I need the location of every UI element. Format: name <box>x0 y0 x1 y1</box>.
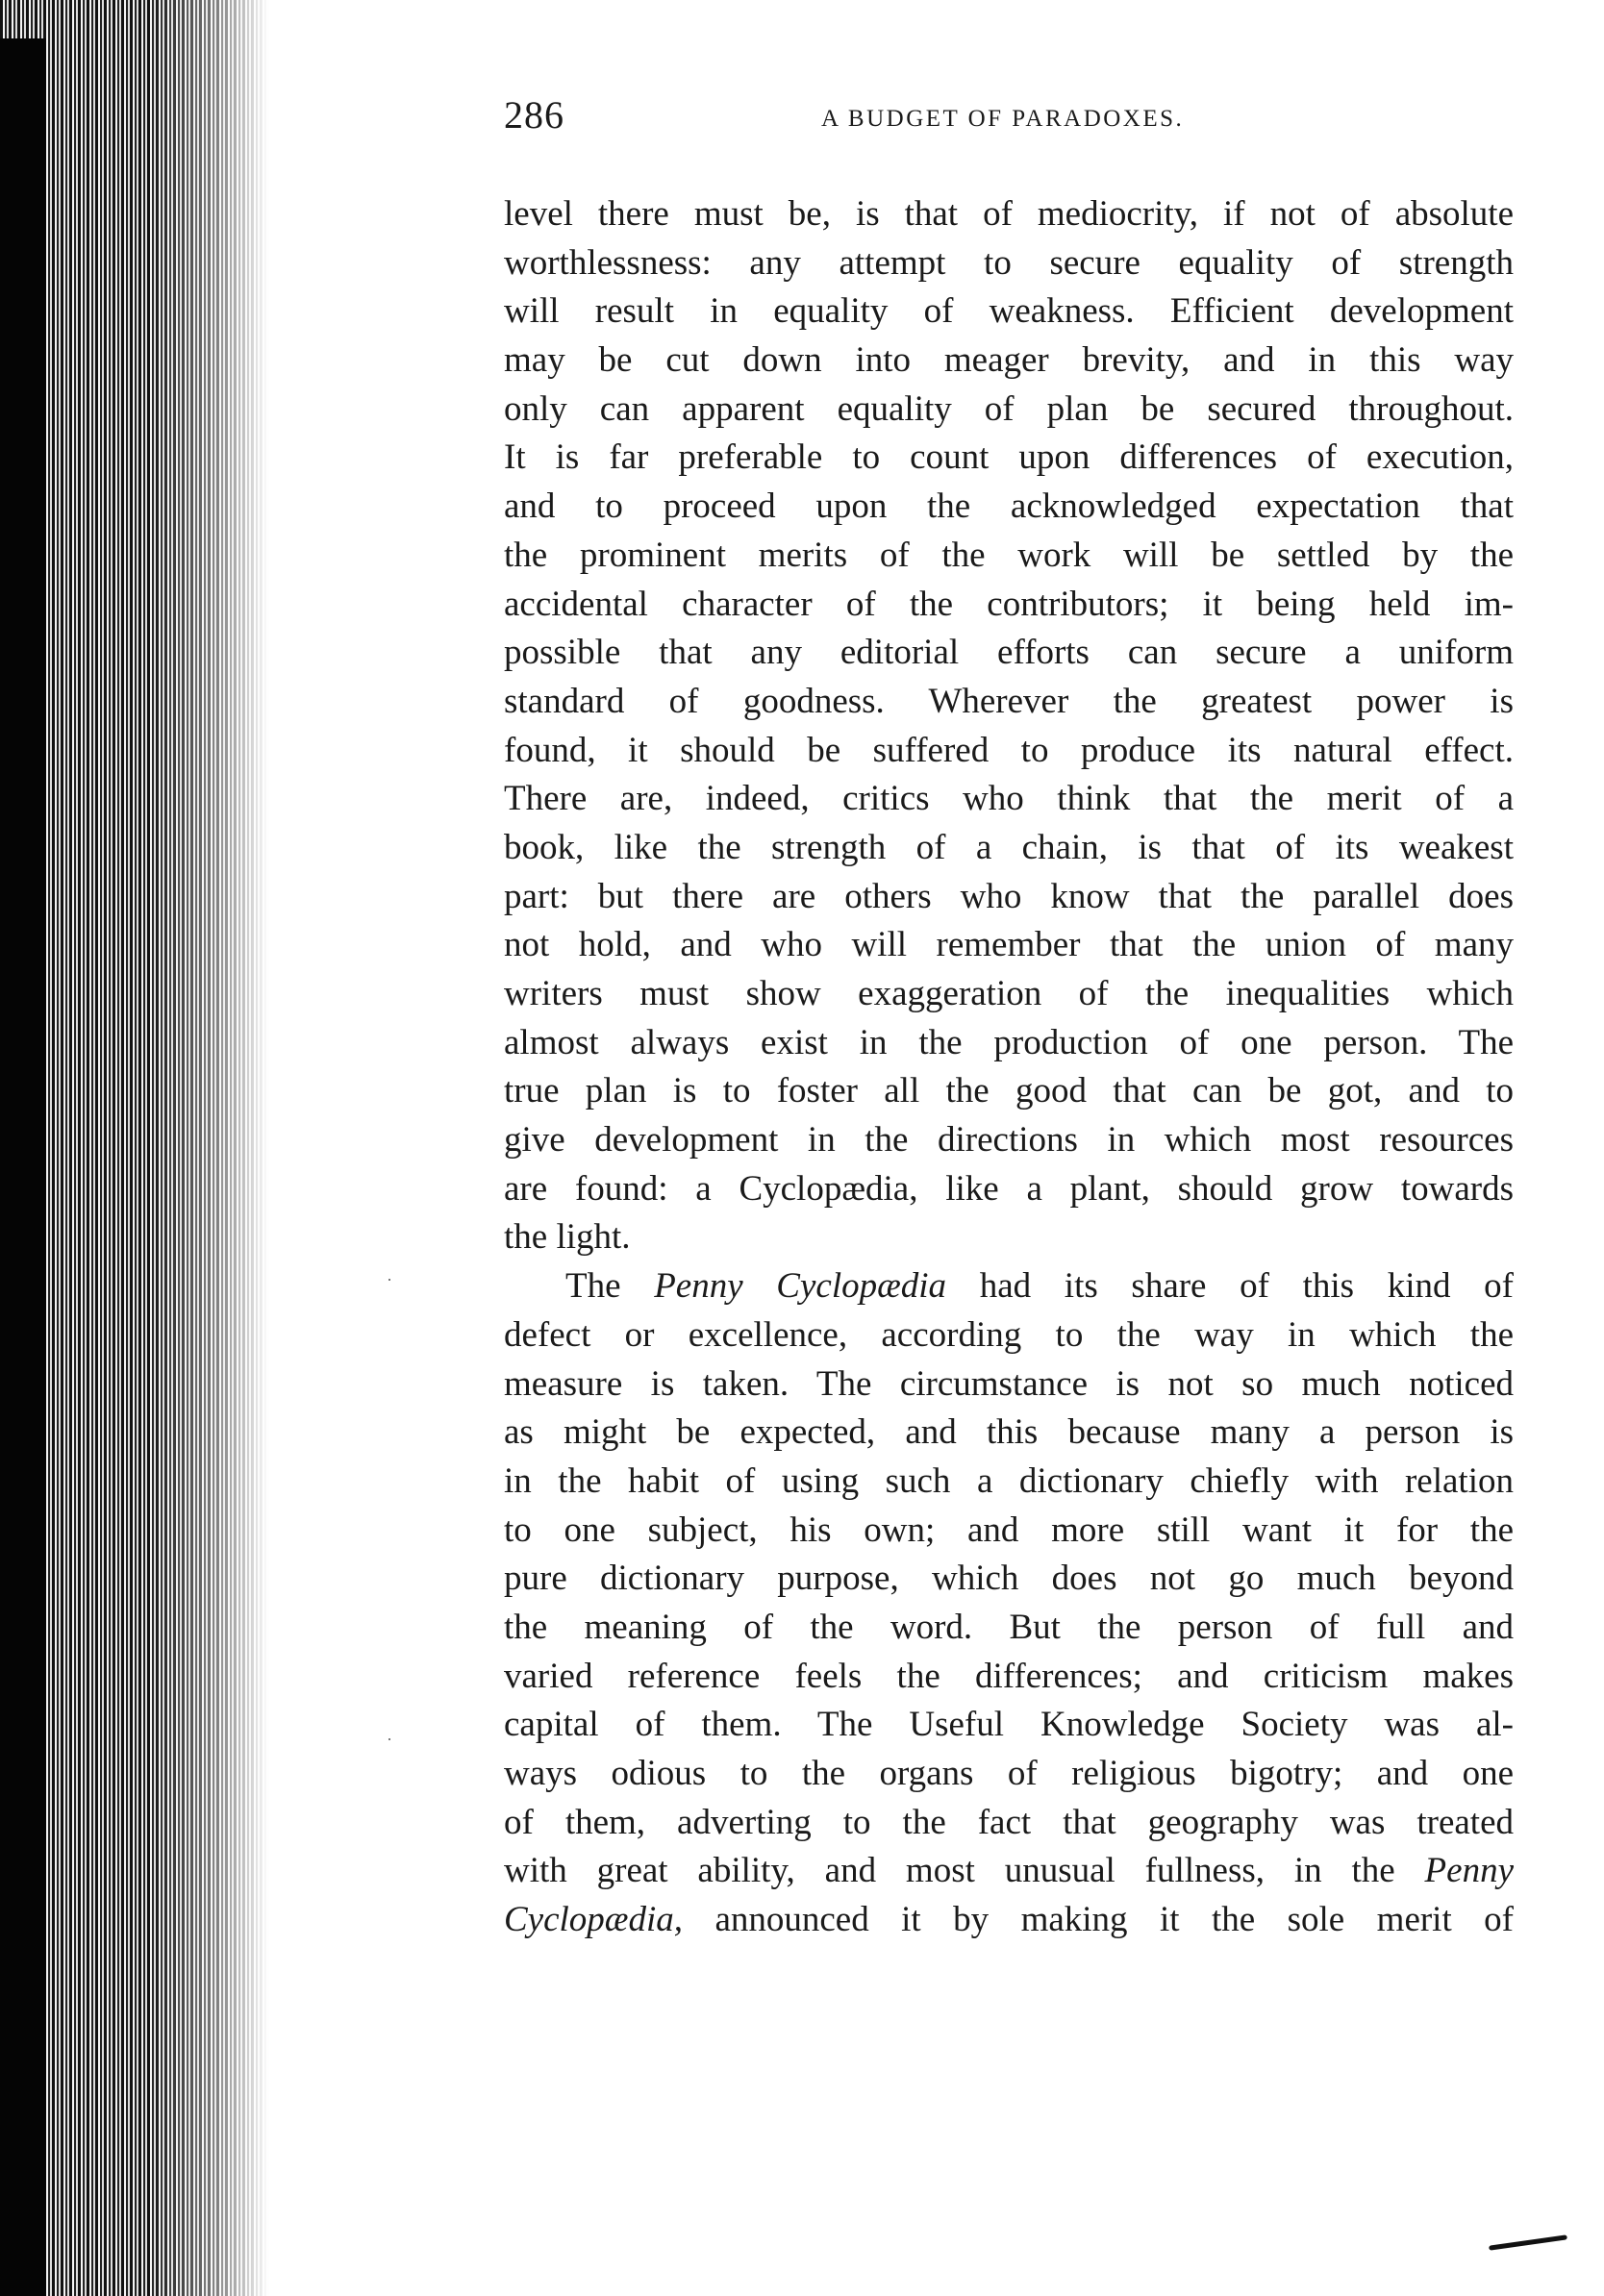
text-line: true plan is to foster all the good that can be got, and to <box>504 1071 1514 1111</box>
text-line: as might be expected, and this because many a person is <box>504 1412 1514 1453</box>
text-run: had its share of this kind of <box>946 1266 1514 1307</box>
text-line: give development in the directions in which most resources <box>504 1120 1514 1160</box>
text-line: standard of goodness. Wherever the greatest power is <box>504 681 1514 721</box>
text-run: The <box>565 1266 655 1307</box>
text-line: almost always exist in the production of one person. The <box>504 1022 1514 1062</box>
text-line: book, like the strength of a chain, is that of its weakest <box>504 827 1514 867</box>
text-line: the light. <box>504 1217 631 1258</box>
text-line: are found: a Cyclopædia, like a plant, should grow towards <box>504 1168 1514 1209</box>
text-line: pure dictionary purpose, which does not go much beyond <box>504 1559 1514 1599</box>
text-run: announced it by making it the sole merit of <box>683 1900 1514 1940</box>
text-line: the prominent merits of the work will be settled by the <box>504 535 1514 575</box>
text-run: with great ability, and most unusual fullness, in the <box>504 1851 1425 1891</box>
text-line: found, it should be suffered to produce its natural effect. <box>504 730 1514 770</box>
body-text <box>504 190 1514 1945</box>
text-line: part: but there are others who know that the parallel does <box>504 876 1514 916</box>
text-line: not hold, and who will remember that the union of many <box>504 925 1514 965</box>
book-title-italic: Penny Cyclopædia <box>654 1266 947 1307</box>
running-title: A BUDGET OF PARADOXES. <box>821 106 1185 132</box>
text-line: worthlessness: any attempt to secure equality of strength <box>504 242 1514 283</box>
text-line: will result in equality of weakness. Efficient development <box>504 291 1514 332</box>
running-head <box>504 92 1514 150</box>
text-line: varied reference feels the differences; and criticism makes <box>504 1656 1514 1696</box>
book-title-italic: Penny <box>1424 1851 1514 1891</box>
scan-speck <box>388 1279 390 1281</box>
text-line: the meaning of the word. But the person of full and <box>504 1607 1514 1647</box>
page-number: 286 <box>504 93 564 137</box>
text-line <box>504 1262 1514 1311</box>
text-line: possible that any editorial efforts can secure a uniform <box>504 633 1514 673</box>
text-line: only can apparent equality of plan be secured throughout. <box>504 388 1514 429</box>
ink-stroke-mark <box>1489 2234 1567 2250</box>
text-line: accidental character of the contributors; it being held im- <box>504 584 1514 624</box>
text-line: ways odious to the organs of religious bigotry; and one <box>504 1754 1514 1793</box>
text-line: capital of them. The Useful Knowledge Society was al- <box>504 1705 1514 1745</box>
scan-speck <box>388 1738 390 1740</box>
text-line: may be cut down into meager brevity, and in this way <box>504 340 1514 381</box>
text-line <box>504 1847 1514 1896</box>
text-line: level there must be, is that of mediocrity, if not of absolute <box>504 194 1514 234</box>
text-line: of them, adverting to the fact that geography was treated <box>504 1802 1514 1842</box>
book-gutter-shadow <box>0 38 46 2296</box>
text-line: writers must show exaggeration of the inequalities which <box>504 974 1514 1013</box>
text-line: in the habit of using such a dictionary chiefly with relation <box>504 1460 1514 1501</box>
text-line: defect or excellence, according to the way in which the <box>504 1314 1514 1355</box>
book-title-italic: Cyclopædia, <box>504 1900 684 1940</box>
text-line: There are, indeed, critics who think that the merit of a <box>504 779 1514 819</box>
text-line: and to proceed upon the acknowledged expectation that <box>504 487 1514 527</box>
text-line: measure is taken. The circumstance is not so much noticed <box>504 1363 1514 1404</box>
text-line: to one subject, his own; and more still want it for the <box>504 1510 1514 1550</box>
text-line: It is far preferable to count upon differences of execution, <box>504 437 1514 478</box>
text-line <box>504 1896 1514 1945</box>
